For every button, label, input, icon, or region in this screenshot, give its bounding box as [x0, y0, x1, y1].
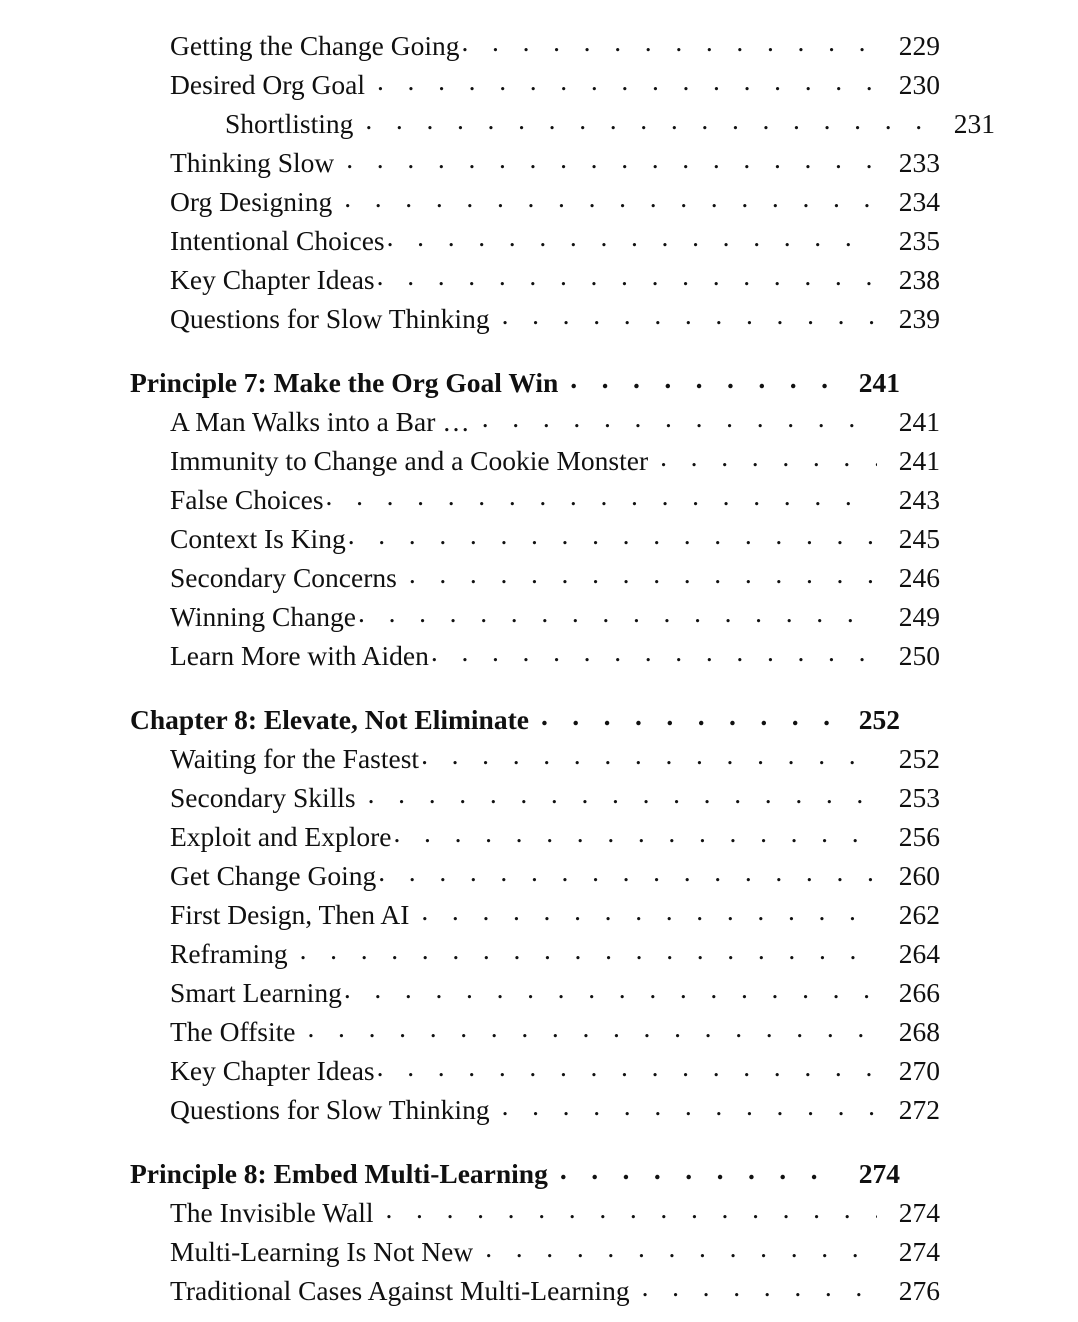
toc-entry-page-number: 241 — [898, 445, 940, 476]
dot-leader — [377, 1053, 877, 1081]
toc-entry-title: Exploit and Explore — [170, 821, 392, 852]
toc-entry-title: Chapter 8: Elevate, Not Eliminate — [130, 704, 529, 735]
toc-entry[interactable] — [170, 221, 940, 260]
toc-entry-title: Waiting for the Fastest — [170, 743, 420, 774]
dot-leader — [377, 67, 877, 95]
toc-entry[interactable] — [170, 182, 940, 221]
toc-entry-title: Getting the Change Going — [170, 30, 460, 61]
toc-entry-page-number: 245 — [898, 523, 940, 554]
toc-entry-page-number: 246 — [898, 562, 940, 593]
dot-leader — [409, 560, 877, 588]
toc-section-heading[interactable] — [130, 363, 900, 402]
toc-entry-title: Secondary Concerns — [170, 562, 397, 593]
dot-leader — [300, 936, 877, 964]
toc-entry-page-number: 235 — [898, 225, 940, 256]
toc-entry[interactable] — [170, 597, 940, 636]
toc-entry-page-number: 243 — [898, 484, 940, 515]
dot-leader — [348, 521, 877, 549]
toc-entry-page-number: 272 — [898, 1094, 940, 1125]
dot-leader — [326, 482, 877, 510]
dot-leader — [560, 1156, 837, 1184]
dot-leader — [461, 28, 877, 56]
toc-entry-title: First Design, Then AI — [170, 899, 410, 930]
dot-leader — [660, 443, 877, 471]
dot-leader — [541, 702, 837, 730]
toc-entry[interactable] — [225, 104, 995, 143]
dot-leader — [365, 106, 932, 134]
toc-entry-page-number: 234 — [898, 186, 940, 217]
dot-leader — [502, 1092, 877, 1120]
toc-entry-page-number: 241 — [898, 406, 940, 437]
toc-entry-title: Questions for Slow Thinking — [170, 1094, 490, 1125]
dot-leader — [421, 897, 877, 925]
toc-entry[interactable] — [170, 558, 940, 597]
toc-entry-title: The Invisible Wall — [170, 1197, 374, 1228]
toc-entry-page-number: 260 — [898, 860, 940, 891]
dot-leader — [482, 404, 877, 432]
toc-entry[interactable] — [170, 973, 940, 1012]
dot-leader — [344, 975, 877, 1003]
dot-leader — [358, 599, 877, 627]
toc-entry-title: A Man Walks into a Bar … — [170, 406, 470, 437]
dot-leader — [421, 741, 877, 769]
toc-entry-title: Principle 7: Make the Org Goal Win — [130, 367, 559, 398]
toc-entry[interactable] — [170, 856, 940, 895]
dot-leader — [378, 858, 877, 886]
dot-leader — [485, 1234, 877, 1262]
toc-entry-title: The Offsite — [170, 1016, 296, 1047]
toc-entry-page-number: 233 — [898, 147, 940, 178]
toc-entry[interactable] — [170, 895, 940, 934]
toc-entry-title: Traditional Cases Against Multi-Learning — [170, 1275, 630, 1306]
toc-entry-page-number: 239 — [898, 303, 940, 334]
dot-leader — [502, 301, 877, 329]
dot-leader — [344, 184, 877, 212]
toc-entry-page-number: 253 — [898, 782, 940, 813]
toc-entry-title: Key Chapter Ideas — [170, 1055, 375, 1086]
toc-entry-title: False Choices — [170, 484, 324, 515]
toc-entry-page-number: 241 — [858, 367, 900, 398]
toc-entry-page-number: 266 — [898, 977, 940, 1008]
toc-entry-page-number: 268 — [898, 1016, 940, 1047]
toc-entry[interactable] — [170, 934, 940, 973]
toc-entry-title: Intentional Choices — [170, 225, 385, 256]
toc-section-heading[interactable] — [130, 1154, 900, 1193]
toc-entry[interactable] — [170, 1090, 940, 1129]
toc-entry-page-number: 274 — [898, 1236, 940, 1267]
toc-entry-page-number: 230 — [898, 69, 940, 100]
toc-entry-title: Reframing — [170, 938, 288, 969]
toc-entry-title: Shortlisting — [225, 108, 354, 139]
toc-entry[interactable] — [170, 739, 940, 778]
toc-entry-title: Secondary Skills — [170, 782, 356, 813]
dot-leader — [346, 145, 877, 173]
toc-entry[interactable] — [170, 441, 940, 480]
dot-leader — [642, 1273, 877, 1301]
toc-entry[interactable] — [170, 480, 940, 519]
toc-entry[interactable] — [170, 636, 940, 675]
toc-entry[interactable] — [170, 402, 940, 441]
toc-entry-title: Immunity to Change and a Cookie Monster — [170, 445, 649, 476]
toc-entry[interactable] — [170, 26, 940, 65]
toc-entry-page-number: 252 — [858, 704, 900, 735]
toc-entry-page-number: 262 — [898, 899, 940, 930]
toc-entry-page-number: 264 — [898, 938, 940, 969]
toc-section-heading[interactable] — [130, 700, 900, 739]
toc-entry-title: Org Designing — [170, 186, 333, 217]
toc-entry-title: Multi-Learning Is Not New — [170, 1236, 474, 1267]
toc-entry[interactable] — [170, 778, 940, 817]
toc-entry[interactable] — [170, 1271, 940, 1310]
toc-entry-page-number: 270 — [898, 1055, 940, 1086]
table-of-contents-list — [130, 26, 995, 1310]
dot-leader — [368, 780, 877, 808]
toc-entry-page-number: 252 — [898, 743, 940, 774]
toc-entry-page-number: 249 — [898, 601, 940, 632]
toc-entry[interactable] — [170, 1012, 940, 1051]
toc-entry[interactable] — [170, 519, 940, 558]
toc-entry[interactable] — [170, 1232, 940, 1271]
toc-entry[interactable] — [170, 143, 940, 182]
dot-leader — [385, 1195, 877, 1223]
toc-entry-title: Desired Org Goal — [170, 69, 365, 100]
toc-entry-page-number: 274 — [898, 1197, 940, 1228]
toc-entry[interactable] — [170, 65, 940, 104]
toc-entry-title: Smart Learning — [170, 977, 342, 1008]
toc-entry[interactable] — [170, 299, 940, 338]
toc-entry-page-number: 238 — [898, 264, 940, 295]
toc-entry-page-number: 229 — [898, 30, 940, 61]
toc-entry-title: Principle 8: Embed Multi-Learning — [130, 1158, 548, 1189]
toc-entry-title: Key Chapter Ideas — [170, 264, 375, 295]
toc-entry-title: Thinking Slow — [170, 147, 335, 178]
toc-entry-page-number: 276 — [898, 1275, 940, 1306]
dot-leader — [308, 1014, 878, 1042]
toc-entry-title: Context Is King — [170, 523, 346, 554]
toc-entry-title: Winning Change — [170, 601, 357, 632]
dot-leader — [377, 262, 877, 290]
toc-entry-page-number: 256 — [898, 821, 940, 852]
dot-leader — [393, 819, 877, 847]
toc-entry-title: Questions for Slow Thinking — [170, 303, 490, 334]
dot-leader — [431, 638, 877, 666]
toc-entry[interactable] — [170, 1193, 940, 1232]
toc-entry[interactable] — [170, 1051, 940, 1090]
toc-entry-page-number: 274 — [858, 1158, 900, 1189]
toc-entry-page-number: 250 — [898, 640, 940, 671]
toc-entry-title: Get Change Going — [170, 860, 377, 891]
dot-leader — [387, 223, 877, 251]
toc-entry[interactable] — [170, 260, 940, 299]
dot-leader — [570, 365, 837, 393]
toc-entry[interactable] — [170, 817, 940, 856]
toc-entry-title: Learn More with Aiden — [170, 640, 429, 671]
toc-entry-page-number: 231 — [953, 108, 995, 139]
